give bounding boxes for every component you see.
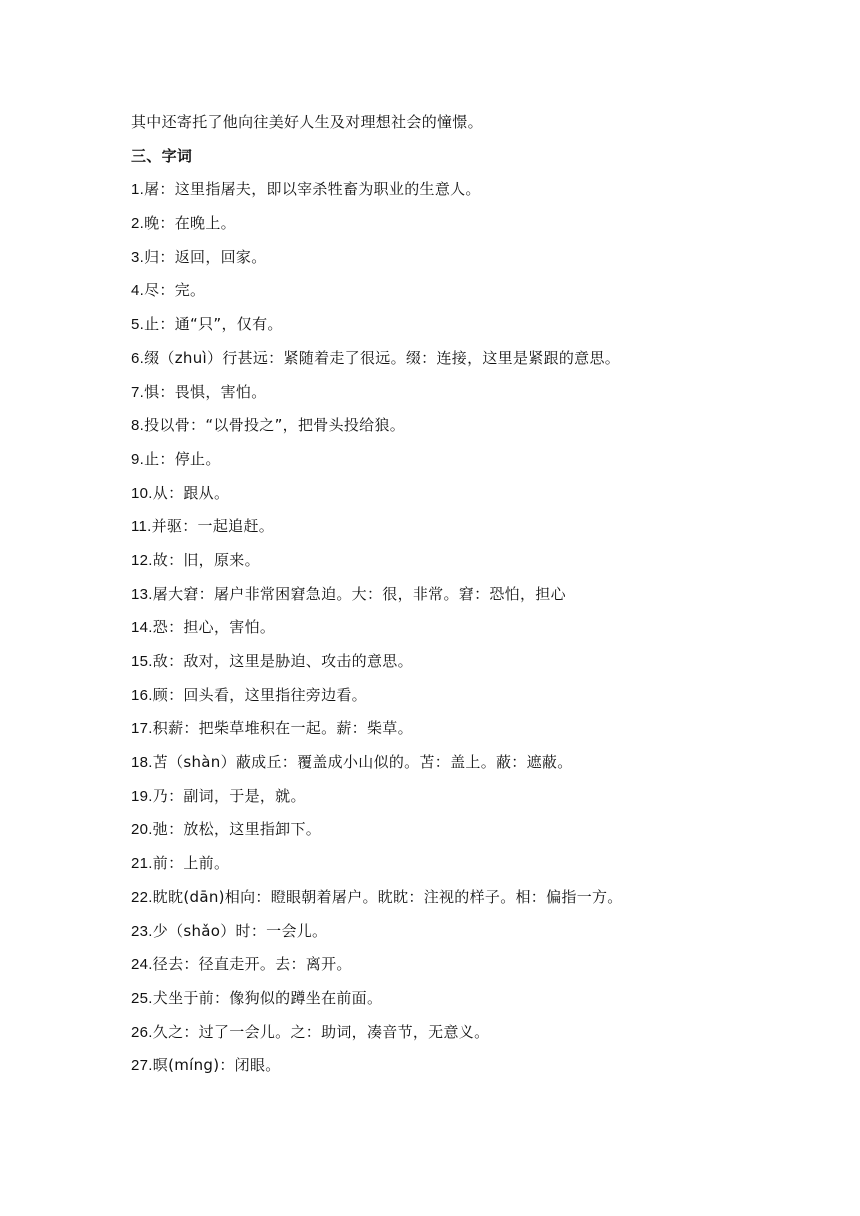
item-number: 2. — [131, 215, 145, 233]
item-text: 止：停止。 — [144, 449, 221, 468]
vocabulary-item — [131, 746, 791, 780]
item-number: 16. — [131, 686, 153, 704]
item-text: 并驱：一起追赶。 — [151, 517, 275, 536]
item-text: 径去：径直走开。去：离开。 — [152, 955, 352, 974]
item-number: 17. — [131, 720, 153, 738]
item-text: 乃：副词，于是，就。 — [152, 786, 306, 805]
item-number: 25. — [131, 989, 153, 1007]
item-number: 15. — [131, 653, 153, 670]
item-text: 暝(míng)：闭眼。 — [152, 1056, 281, 1075]
vocabulary-item — [131, 712, 791, 746]
item-text: 顾：回头看，这里指往旁边看。 — [152, 685, 367, 704]
item-number: 5. — [131, 316, 145, 334]
item-text: 故：旧，原来。 — [152, 550, 260, 569]
item-number: 4. — [131, 282, 145, 300]
item-text: 尽：完。 — [144, 281, 206, 300]
item-number: 13. — [131, 585, 153, 603]
item-number: 20. — [131, 821, 153, 839]
item-number: 1. — [131, 181, 145, 199]
item-number: 3. — [131, 248, 145, 266]
vocabulary-item — [131, 409, 791, 443]
item-text: 屠大窘：屠户非常困窘急迫。大：很，非常。窘：恐怕，担心 — [152, 584, 566, 603]
vocabulary-item — [131, 645, 791, 679]
section-heading: 三、字词 — [131, 146, 193, 165]
item-number: 10. — [131, 484, 153, 502]
item-number: 6. — [131, 349, 145, 367]
item-text: 投以骨：“以骨投之”，把骨头投给狼。 — [144, 416, 406, 435]
vocabulary-item — [131, 578, 791, 612]
vocabulary-item — [131, 274, 791, 308]
vocabulary-item — [131, 679, 791, 713]
item-text: 惧：畏惧，害怕。 — [144, 382, 267, 401]
item-number: 22. — [131, 888, 153, 906]
vocabulary-item — [131, 207, 791, 241]
vocabulary-item — [131, 1049, 791, 1083]
item-text: 苫（shàn）蔽成丘：覆盖成小山似的。苫：盖上。蔽：遮蔽。 — [152, 753, 573, 772]
item-number: 18. — [131, 754, 153, 772]
vocabulary-item — [131, 915, 791, 949]
intro-line: 其中还寄托了他向往美好人生及对理想社会的憧憬。 — [131, 113, 483, 131]
vocabulary-item — [131, 308, 791, 342]
item-text: 屠：这里指屠夫，即以宰杀牲畜为职业的生意人。 — [144, 180, 481, 199]
vocabulary-item — [131, 443, 791, 477]
item-number: 23. — [131, 922, 153, 940]
vocabulary-item — [131, 813, 791, 847]
vocabulary-item — [131, 241, 791, 275]
vocabulary-item — [131, 510, 791, 544]
vocabulary-item — [131, 342, 791, 376]
item-text: 从：跟从。 — [152, 483, 230, 502]
item-number: 8. — [131, 417, 145, 435]
item-text: 缀（zhuì）行甚远：紧随着走了很远。缀：连接，这里是紧跟的意思。 — [144, 348, 621, 367]
vocabulary-item — [131, 477, 791, 511]
vocabulary-item — [131, 611, 791, 645]
vocabulary-item — [131, 847, 791, 881]
item-number: 27. — [131, 1057, 153, 1075]
vocabulary-list — [131, 173, 791, 1083]
vocabulary-item — [131, 376, 791, 410]
vocabulary-item — [131, 173, 791, 207]
item-text: 恐：担心，害怕。 — [152, 618, 276, 637]
item-text: 晚：在晚上。 — [144, 214, 236, 233]
item-number: 9. — [131, 450, 145, 468]
item-text: 止：通“只”，仅有。 — [144, 315, 283, 334]
item-number: 24. — [131, 956, 153, 974]
page-content — [131, 106, 791, 1083]
item-number: 21. — [131, 855, 153, 873]
item-number: 7. — [131, 383, 145, 401]
item-text: 眈眈(dān)相向：瞪眼朝着屠户。眈眈：注视的样子。相：偏指一方。 — [152, 887, 623, 906]
item-text: 弛：放松，这里指卸下。 — [152, 820, 322, 839]
item-text: 少（shǎo）时：一会儿。 — [152, 921, 328, 940]
vocabulary-item — [131, 948, 791, 982]
vocabulary-item — [131, 544, 791, 578]
item-text: 归：返回，回家。 — [144, 247, 267, 266]
item-number: 12. — [131, 551, 153, 569]
item-number: 19. — [131, 787, 153, 805]
item-text: 犬坐于前：像狗似的蹲坐在前面。 — [152, 988, 383, 1007]
item-number: 14. — [131, 619, 153, 637]
item-number: 26. — [131, 1023, 153, 1041]
vocabulary-item — [131, 780, 791, 814]
vocabulary-item — [131, 881, 791, 915]
vocabulary-item — [131, 982, 791, 1016]
item-text: 前：上前。 — [152, 854, 230, 873]
item-text: 久之：过了一会儿。之：助词，凑音节，无意义。 — [152, 1022, 490, 1041]
item-text: 敌：敌对，这里是胁迫、攻击的意思。 — [152, 652, 413, 670]
item-number: 11. — [131, 518, 152, 536]
vocabulary-item — [131, 1016, 791, 1050]
item-text: 积薪：把柴草堆积在一起。薪：柴草。 — [152, 719, 413, 738]
